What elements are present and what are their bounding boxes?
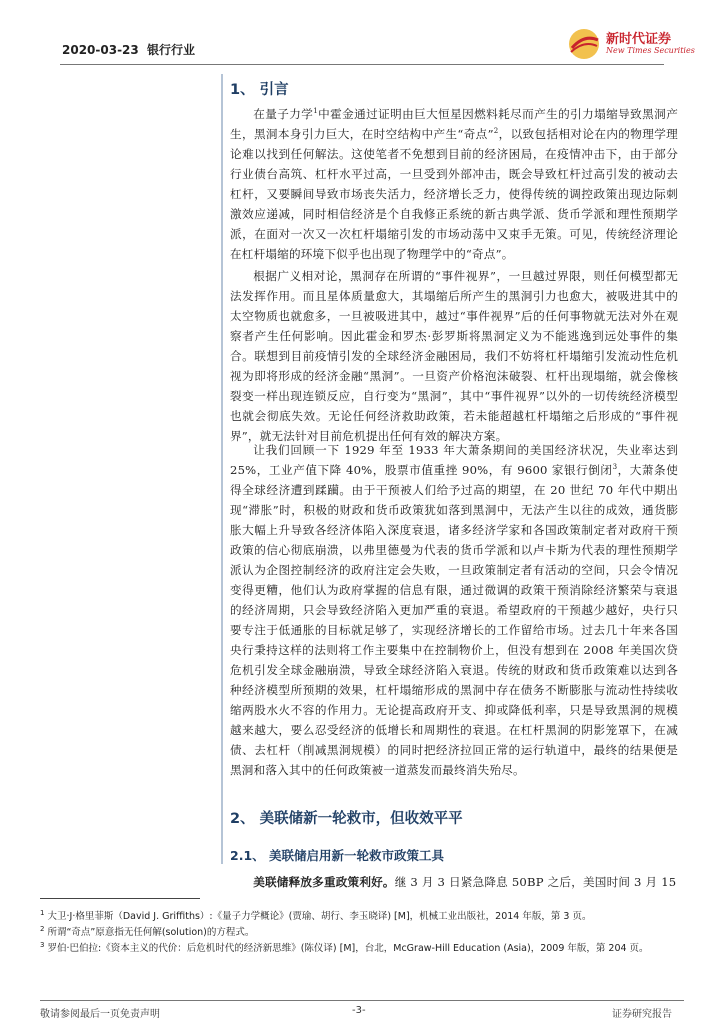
intro-p1-b: 中霍金通过证明由巨大恒星因燃料耗尽而产生的引力塌缩导致黑洞产生，黑洞本身引力巨大，在时空结构中产生“奇点” (230, 107, 678, 141)
footnote-2-text: 所谓“奇点”原意指无任何解(solution)的方程式。 (47, 927, 255, 939)
section-2-heading: 2、 美联储新一轮救市，但收效平平 (230, 811, 463, 827)
footnote-divider (40, 898, 200, 899)
footnote-1-text: 大卫·J·格里菲斯（David J. Griffiths）:《量子力学概论》(贾瑜、胡行、李玉晓译) [M]，机械工业出版社，2014 年版，第 3 页。 (47, 911, 592, 923)
intro-paragraph-1 (230, 104, 678, 264)
intro-p1-c: ，以致包括相对论在内的物理学理论难以找到任何解法。这使笔者不免想到目前的经济困局，在疫情冲击下，由于部分行业债台高筑、杠杆水平过高，一旦受到外部冲击，既会导致杠杆过高引发的被动去杠杆，又要瞬间导致市场丧失活力，经济增长乏力，使得传统的调控政策出现边际刺激效应递减，同时相信经济是个自我修正系统的新古典学派、货币学派和理性预期学派，在面对一次又一次杠杆塌缩引发的市场动荡中又束手无策。可见，传统经济理论在杠杆塌缩的环境下似乎也出现了物理学中的“奇点”。 (230, 127, 678, 261)
intro-paragraph-2: 根据广义相对论，黑洞存在所谓的“事件视界”，一旦越过界限，则任何模型都无法发挥作用。而且星体质量愈大，其塌缩后所产生的黑洞引力也愈大，被吸进其中的太空物质也就愈多，一旦被吸进其中，越过“事件视界”后的任何事物就无法对外在观察者产生任何影响。因此霍金和罗杰·彭罗斯将黑洞定义为不能逃逸到远处事件的集合。联想到目前疫情引发的全球经济金融困局，我们不妨将杠杆塌缩引发流动性危机视为即将形成的经济金融“黑洞”。一旦资产价格泡沫破裂、杠杆出现塌缩，就会像核裂变一样出现连锁反应，自行变为“黑洞”，其中“事件视界”以外的一切传统经济模型也就会彻底失效。无论任何经济救助政策，若未能超越杠杆塌缩之后形成的“事件视界”，就无法针对目前危机提出任何有效的解决方案。 (230, 269, 678, 443)
footer-divider (40, 1000, 684, 1001)
logo-english-name: New Times Securities (606, 46, 695, 55)
footnote-1-number: 1 (40, 909, 45, 917)
logo-emblem-icon (566, 26, 602, 62)
logo-chinese-name: 新时代证券 (606, 32, 672, 47)
footer-page-number: -3- (352, 1005, 366, 1016)
footnote-ref-2[interactable]: 2 (493, 127, 499, 136)
footnote-3 (40, 938, 680, 956)
footer-disclaimer: 敬请参阅最后一页免责声明 (40, 1009, 160, 1020)
footnote-3-text: 罗伯·巴伯拉:《资本主义的代价：后危机时代的经济新思维》(陈仪译) [M]，台北，McGraw-Hill Education (Asia)，2009 年版，第 204 页。 (47, 943, 649, 955)
header-divider (60, 64, 664, 65)
section-1-heading: 1、 引言 (230, 82, 289, 98)
intro-p1-a: 在量子力学 (253, 107, 314, 121)
company-logo (566, 26, 695, 66)
header-sector: 银行行业 (146, 43, 195, 57)
subsection-2-1-heading: 2.1、 美联储启用新一轮救市政策工具 (230, 848, 444, 863)
intro-p3-b: ，大萧条使得全球经济遭到蹂躏。由于干预被人们给予过高的期望，在 20 世纪 70 年代中期出现“滞胀”时，积极的财政和货币政策犹如落到黑洞中，无法产生以往的成效，通货膨胀大幅上升导致各经济体陷入深度衰退，诸多经济学家和各国政策制定者对政府干预政策的信心彻底崩溃，以弗里德曼为代表的货币学派和以卢卡斯为代表的理性预期学派认为企图控制经济的政府注定会失败，一旦政策制定者有活动的空间，只会令情况变得更糟，他们认为政府掌握的信息有限，通过微调的政策干预消除经济繁荣与衰退的经济周期，只会导致经济陷入更加严重的衰退。希望政府的干预越少越好，央行只要专注于低通胀的目标就足够了，实现经济增长的工作留给市场。过去几十年来各国央行秉持这样的法则将工作主要集中在控制物价上，但没有想到在 2008 年美国次贷危机引发全球金融崩溃，导致全球经济陷入衰退。传统的财政和货币政策难以达到各种经济模型所预期的效果，杠杆塌缩形成的黑洞中存在债务不断膨胀与流动性持续收缩两股水火不容的作用力。无论提高政府开支、抑或降低利率，只是导致黑洞的规模越来越大，要么忍受经济的低增长和周期性的衰退。在杠杆黑洞的阴影笼罩下，在减债、去杠杆（削减黑洞规模）的同时把经济拉回正常的运行轨道中，最终的结果便是黑洞和落入其中的任何政策被一道蒸发而最终消失殆尽。 (230, 463, 678, 777)
intro-p3-a: 让我们回顾一下 1929 年至 1933 年大萧条期间的美国经济状况，失业率达到 25%，工业产值下降 40%，股票市值重挫 90%，有 9600 家银行倒闭 (230, 443, 678, 477)
footnote-ref-3[interactable]: 3 (612, 463, 618, 472)
footer-report-type: 证券研究报告 (612, 1009, 672, 1020)
left-margin-rule (221, 74, 223, 864)
intro-paragraph-3 (230, 440, 678, 780)
header-date: 2020-03-23 (62, 43, 139, 57)
footnote-2-number: 2 (40, 925, 45, 933)
policy-lead-rest: 继 3 月 3 日紧急降息 50BP 之后，美国时间 3 月 15 (394, 875, 677, 889)
policy-lead-bold: 美联储释放多重政策利好。 (253, 875, 395, 889)
section-2-paragraph-1 (230, 872, 678, 892)
header-date-sector (62, 41, 195, 58)
footnote-ref-1[interactable]: 1 (313, 107, 318, 116)
footnote-3-number: 3 (40, 941, 45, 949)
